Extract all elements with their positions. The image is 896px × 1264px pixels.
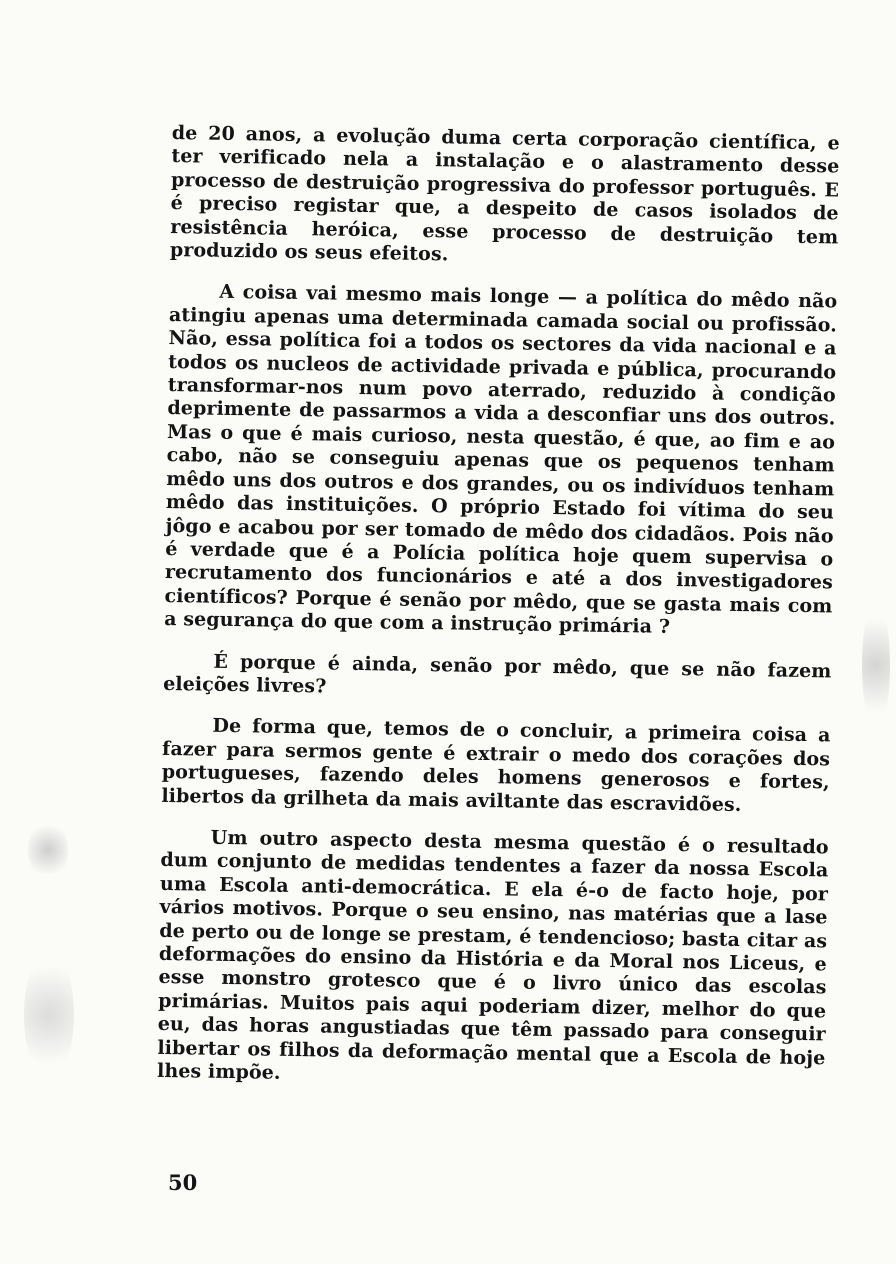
paragraph-2: A coisa vai mesmo mais longe — a política do mêdo não atingiu apenas uma determinada camada social ou profissão. Não, essa política foi a todos os sectores da vida nacional e a todos os nucleos de actividade privada e pública, procurando transformar-nos num povo aterrado, reduzido à condição deprimente de passarmos a vida a desconfiar uns dos outros. Mas o que é mais curioso, nesta questão, é que, ao fim e ao cabo, não se conseguiu apenas que os pequenos tenham mêdo uns dos outros e dos grandes, ou os indivíduos tenham mêdo das instituições. O próprio Estado foi vítima do seu jôgo e acabou por ser tomado de mêdo dos cidadãos. Pois não é verdade que é a Polícia política hoje quem supervisa o recrutamento dos funcionários e até a dos investigadores científicos? Porque é senão por mêdo, que se gasta mais com a segurança do que com a instrução primária ? — [164, 281, 838, 639]
body-text — [157, 122, 840, 1112]
scan-smudge-right — [862, 600, 890, 730]
scan-smudge-left-lower — [24, 950, 74, 1080]
paragraph-4: De forma que, temos de o concluir, a primeira coisa a fazer para sermos gente é extrair o medo dos corações dos portugueses, fazendo deles homens generosos e fortes, libertos da grilheta da mais aviltante das escravidões. — [161, 715, 831, 816]
page-number: 50 — [168, 1170, 198, 1195]
paragraph-5: Um outro aspecto desta mesma questão é o resultado dum conjunto de medidas tendentes a fazer da nossa Escola uma Escola anti-democrática. E ela é-o de facto hoje, por vários motivos. Porque o seu ensino, nas matérias que a lase de perto ou de longe se prestam, é tendencioso; basta citar as deformações do ensino da História e da Moral nos Liceus, e esse monstro grotesco que é o livro único das escolas primárias. Muitos pais aqui poderiam dizer, melhor do que eu, das horas angustiadas que têm passado para conseguir libertar os filhos da deformação mental que a Escola de hoje lhes impõe. — [156, 826, 829, 1084]
paragraph-1: de 20 anos, a evolução duma certa corporação científica, e ter verificado nela a instalação e o alastramento desse processo de destruição progressiva do professor português. E é preciso registar que, a despeito de casos isolados de resistência heróica, esse processo de destruição tem produzido os seus efeitos. — [169, 122, 840, 266]
scan-smudge-left — [28, 820, 68, 880]
paragraph-3: É porque é ainda, senão por mêdo, que se não fazem eleições livres? — [163, 650, 832, 698]
